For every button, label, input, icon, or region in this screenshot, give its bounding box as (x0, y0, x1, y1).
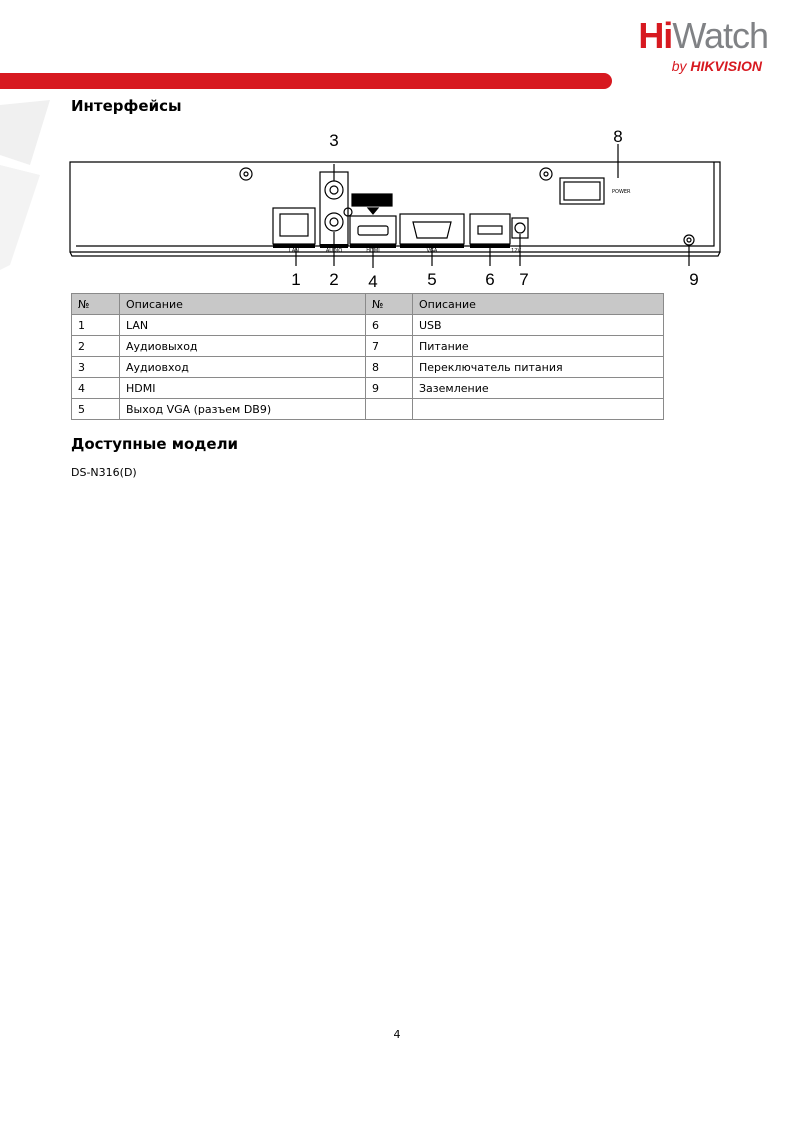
logo-brand-watch: Watch (672, 15, 768, 56)
table-row (72, 357, 664, 378)
port-label-12v: 12V (511, 248, 521, 254)
port-label-audio: AUDIO (325, 248, 343, 254)
table-cell: LAN (120, 315, 366, 336)
logo-brand (638, 14, 768, 58)
header-number: № (72, 294, 120, 315)
table-cell: 8 (366, 357, 413, 378)
table-row (72, 399, 664, 420)
table-cell: 9 (366, 378, 413, 399)
logo-subtitle (672, 58, 762, 74)
callout-6: 6 (485, 270, 495, 289)
table-cell: 5 (72, 399, 120, 420)
port-label-vga: VGA (426, 248, 438, 254)
callout-1: 1 (291, 270, 301, 289)
logo-by: by (671, 58, 687, 74)
table-cell (413, 399, 664, 420)
header-description: Описание (413, 294, 664, 315)
hiwatch-logo (598, 14, 768, 78)
callout-5: 5 (427, 270, 437, 289)
table-cell: 2 (72, 336, 120, 357)
header-red-band (0, 73, 612, 89)
table-cell: HDMI (120, 378, 366, 399)
table-header-row (72, 294, 664, 315)
table-cell: Питание (413, 336, 664, 357)
table-cell: 7 (366, 336, 413, 357)
callout-9: 9 (689, 270, 699, 289)
section-title-models: Доступные модели (71, 435, 239, 453)
table-cell: Заземление (413, 378, 664, 399)
table-row (72, 315, 664, 336)
header-number: № (366, 294, 413, 315)
table-cell: Выход VGA (разъем DB9) (120, 399, 366, 420)
callout-3: 3 (329, 131, 339, 150)
table-row (72, 378, 664, 399)
table-cell: 6 (366, 315, 413, 336)
header-description: Описание (120, 294, 366, 315)
table-cell: 4 (72, 378, 120, 399)
table-cell: Переключатель питания (413, 357, 664, 378)
logo-maker: HIKVISION (690, 58, 762, 74)
table-cell: 1 (72, 315, 120, 336)
logo-brand-hi: Hi (638, 15, 673, 56)
callout-4: 4 (368, 272, 378, 291)
port-label-lan: LAN (288, 248, 300, 254)
rear-panel-diagram (60, 126, 740, 292)
callout-2: 2 (329, 270, 339, 289)
table-cell: USB (413, 315, 664, 336)
port-label-power: POWER (612, 189, 631, 195)
model-name: DS-N316(D) (71, 466, 137, 479)
port-label-hdmi: HDMI (366, 248, 380, 254)
table-cell: 3 (72, 357, 120, 378)
table-cell: Аудиовыход (120, 336, 366, 357)
table-cell (366, 399, 413, 420)
callout-8: 8 (613, 127, 623, 146)
table-row (72, 336, 664, 357)
table-cell: Аудиовход (120, 357, 366, 378)
section-title-interfaces: Интерфейсы (71, 97, 182, 115)
interfaces-table (71, 293, 664, 420)
callout-7: 7 (519, 270, 529, 289)
page-number: 4 (393, 1028, 401, 1041)
